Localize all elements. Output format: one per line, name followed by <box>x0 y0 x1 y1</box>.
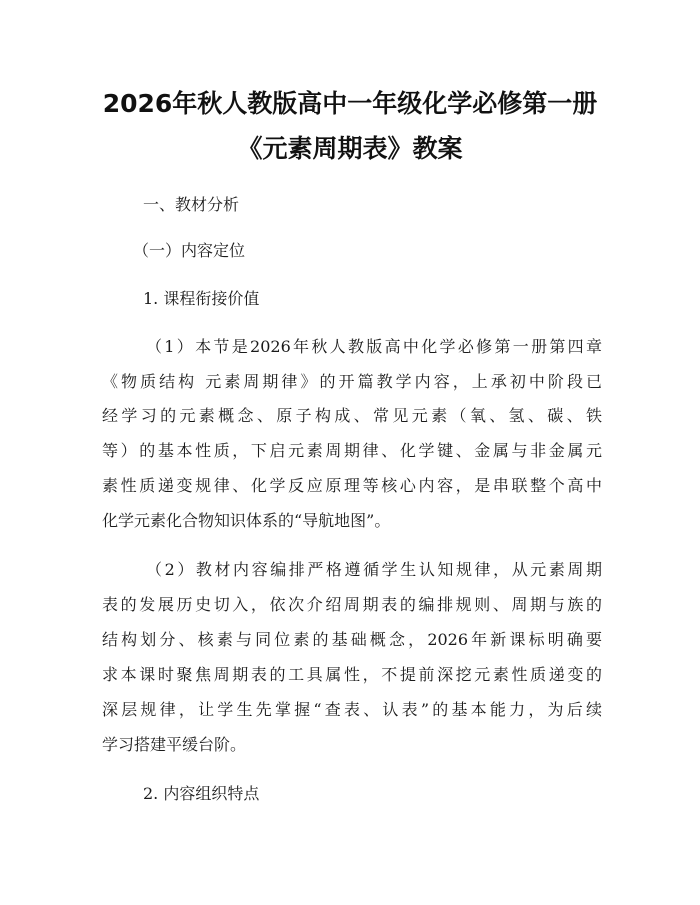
item-heading: 2. 内容组织特点 <box>143 784 260 803</box>
document-title-line-2: 《元素周期表》教案 <box>237 134 463 163</box>
paragraph-line: 深层规律，让学生先掌握“查表、认表”的基本能力，为后续 <box>102 700 602 719</box>
subsection-heading: （一）内容定位 <box>133 241 246 260</box>
paragraph-line: （2）教材内容编排严格遵循学生认知规律，从元素周期 <box>146 560 602 579</box>
paragraph-line: 表的发展历史切入，依次介绍周期表的编排规则、周期与族的 <box>102 595 602 614</box>
paragraph-line: 学习搭建平缓台阶。 <box>102 735 247 754</box>
document-title-line-1: 2026年秋人教版高中一年级化学必修第一册 <box>102 89 598 118</box>
item-heading: 1. 课程衔接价值 <box>143 289 260 308</box>
paragraph-line: 求本课时聚焦周期表的工具属性，不提前深挖元素性质递变的 <box>102 665 602 684</box>
paragraph-line: 经学习的元素概念、原子构成、常见元素（氧、氢、碳、铁 <box>102 406 602 425</box>
section-heading: 一、教材分析 <box>143 195 240 214</box>
paragraph-line: 结构划分、核素与同位素的基础概念，2026年新课标明确要 <box>102 630 602 649</box>
paragraph-line: （1）本节是2026年秋人教版高中化学必修第一册第四章 <box>146 337 602 356</box>
paragraph-line: 化学元素化合物知识体系的“导航地图”。 <box>102 511 391 530</box>
paragraph-line: 素性质递变规律、化学反应原理等核心内容，是串联整个高中 <box>102 476 602 495</box>
paragraph-line: 等）的基本性质，下启元素周期律、化学键、金属与非金属元 <box>102 441 602 460</box>
paragraph-line: 《物质结构 元素周期律》的开篇教学内容，上承初中阶段已 <box>102 372 602 391</box>
